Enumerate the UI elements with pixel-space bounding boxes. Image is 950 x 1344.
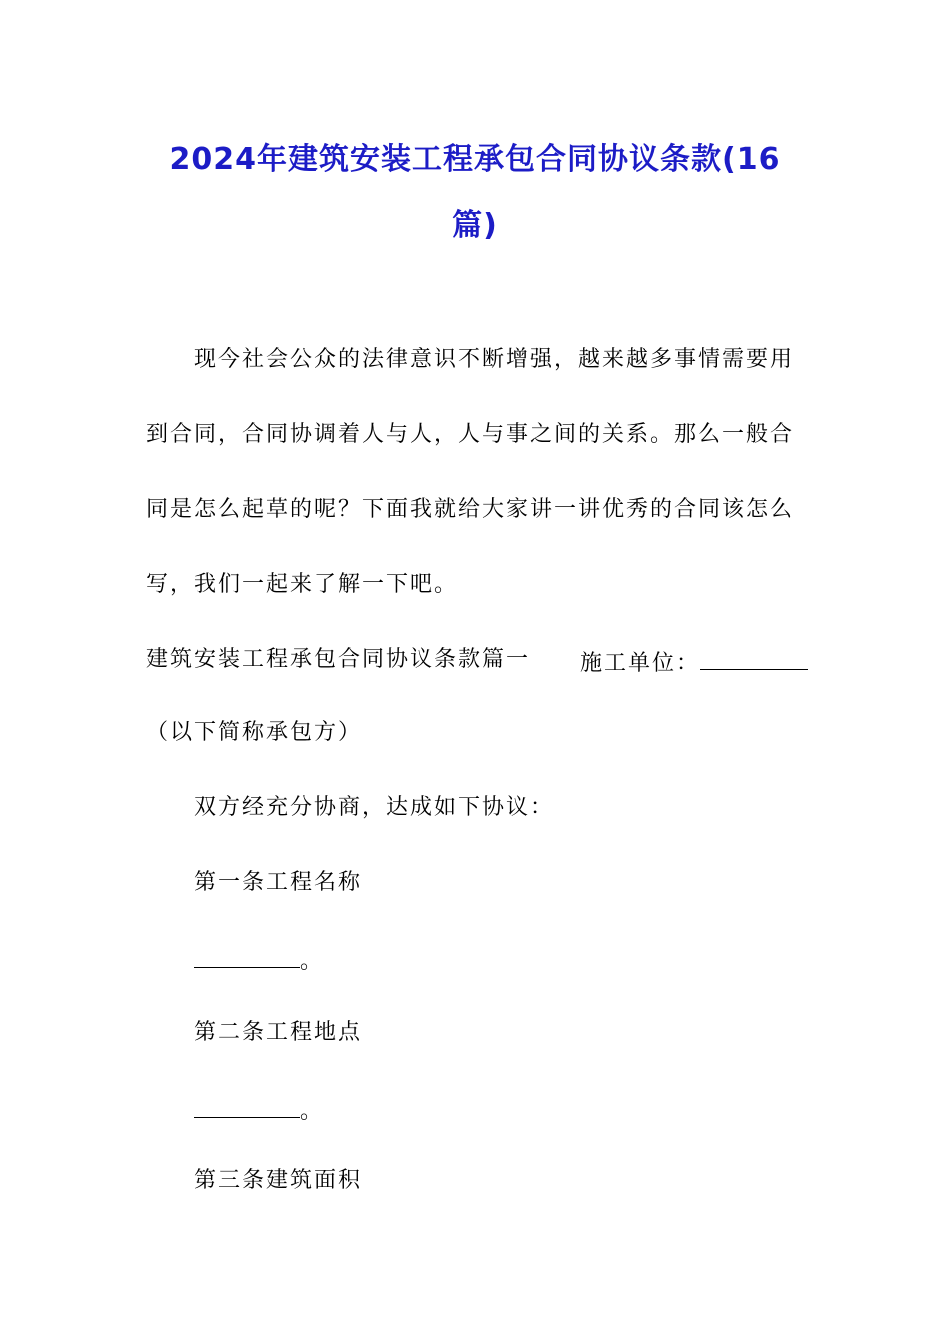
section-heading: 建筑安装工程承包合同协议条款篇一	[146, 647, 531, 672]
document-title-line-2: 篇)	[452, 208, 498, 243]
contractor-blank	[700, 649, 808, 670]
contractor-label: 施工单位：	[580, 651, 701, 676]
clause-1-blank	[194, 947, 300, 968]
contractor-note: （以下简称承包方）	[146, 720, 363, 745]
clause-2-title: 第二条工程地点	[194, 1020, 363, 1045]
clause-2-fill-line	[194, 1097, 324, 1123]
intro-paragraph-line-4: 写，我们一起来了解一下吧。	[146, 572, 459, 597]
clause-2-period: 。	[300, 1099, 325, 1124]
agreement-text: 双方经充分协商，达成如下协议：	[194, 795, 555, 820]
clause-1-title: 第一条工程名称	[194, 870, 363, 895]
section-heading-line	[146, 649, 530, 671]
document-title-line-1: 2024年建筑安装工程承包合同协议条款(16	[169, 142, 781, 177]
clause-1-period: 。	[300, 949, 325, 974]
clause-3-title: 第三条建筑面积	[194, 1168, 363, 1193]
clause-2-blank	[194, 1097, 300, 1118]
intro-paragraph-line-3: 同是怎么起草的呢？下面我就给大家讲一讲优秀的合同该怎么	[146, 497, 795, 522]
contractor-line	[580, 649, 808, 675]
intro-paragraph-line-1: 现今社会公众的法律意识不断增强，越来越多事情需要用	[194, 347, 795, 372]
intro-paragraph-line-2: 到合同，合同协调着人与人，人与事之间的关系。那么一般合	[146, 422, 795, 447]
clause-1-fill-line	[194, 947, 324, 973]
